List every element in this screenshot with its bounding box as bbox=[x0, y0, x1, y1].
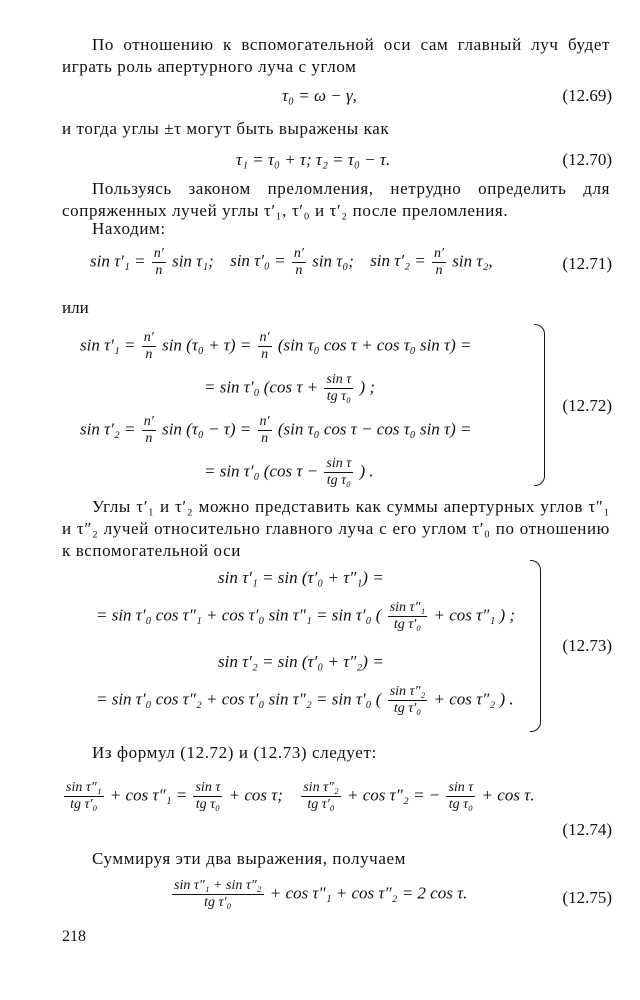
fraction-n-ratio: $\frac{n'}{n}$ bbox=[293, 246, 304, 278]
paragraph-8: Суммируя эти два выражения, получаем bbox=[92, 849, 406, 868]
right-brace-12-73 bbox=[530, 560, 541, 732]
equation-12-71 bbox=[90, 246, 493, 279]
eq71-part1: sin τ′₁ = bbox=[90, 251, 146, 271]
fraction-sin-tau1-over-tg: $\frac{\text{sin τ″₁}}{\text{tg τ′₀}}$ bbox=[66, 780, 102, 812]
fraction-sum-over-tg: $\frac{\text{sin τ″₁ + sin τ″₂}}{\text{tg τ′₀}}$ bbox=[174, 878, 262, 910]
paragraph-2: и тогда углы ±τ могут быть выражены как bbox=[62, 119, 390, 138]
paragraph-4: Находим: bbox=[92, 219, 166, 238]
equation-number-12-73: (12.73) bbox=[562, 636, 612, 655]
equation-12-75: $\frac{\text{sin τ″₁ + sin τ″₂}}{\text{tg τ′₀}}$ + cos τ″₁ + cos τ″₂ = 2 cos τ. bbox=[174, 878, 468, 910]
equation-number-12-71: (12.71) bbox=[562, 254, 612, 273]
fraction-sin-tau2-over-tg: $\frac{\text{sin τ″₂}}{\text{tg τ′₀}}$ bbox=[389, 684, 426, 716]
equation-12-72-line-4: = sin τ′₀ (cos τ − $\frac{\text{sin τ}}{\text{tg τ₀}}$ ) . bbox=[204, 456, 374, 488]
fraction-n-ratio: $\frac{n'}{n}$ bbox=[153, 246, 164, 278]
equation-12-73-line-3: sin τ′₂ = sin (τ′₀ + τ″₂) = bbox=[218, 652, 384, 671]
paragraph-1: По отношению к вспомогательной оси сам главный луч будет играть роль апертурного луча с углом bbox=[62, 35, 610, 76]
equation-12-70: τ₁ = τ₀ + τ; τ₂ = τ₀ − τ. bbox=[236, 150, 391, 169]
equation-number-12-75: (12.75) bbox=[562, 888, 612, 907]
right-brace-12-72 bbox=[534, 324, 545, 486]
equation-number-12-72: (12.72) bbox=[562, 396, 612, 415]
paragraph-5: или bbox=[62, 298, 89, 317]
fraction-sin-tau-over-tg: $\frac{\text{sin τ}}{\text{tg τ₀}}$ bbox=[448, 780, 474, 812]
fraction-n-ratio: $\frac{n'}{n}$ bbox=[143, 414, 154, 446]
fraction-sin-tau-over-tg: $\frac{\text{sin τ}}{\text{tg τ₀}}$ bbox=[195, 780, 221, 812]
equation-12-72-line-3: sin τ′₂ = $\frac{n'}{n}$ sin (τ₀ − τ) = $\frac{n'}{n}$ (sin τ₀ cos τ − cos τ₀ sin τ) = bbox=[80, 414, 472, 446]
fraction-n-ratio: $\frac{n'}{n}$ bbox=[143, 330, 154, 362]
equation-number-12-70: (12.70) bbox=[562, 150, 612, 169]
eq71-part2: sin τ₁; bbox=[172, 251, 214, 271]
fraction-n-ratio: $\frac{n'}{n}$ bbox=[259, 330, 270, 362]
equation-12-72-line-2: = sin τ′₀ (cos τ + $\frac{\text{sin τ}}{\text{tg τ₀}}$ ) ; bbox=[204, 372, 376, 404]
fraction-n-ratio: $\frac{n'}{n}$ bbox=[259, 414, 270, 446]
fraction-sin-tau2-over-tg: $\frac{\text{sin τ″₂}}{\text{tg τ′₀}}$ bbox=[303, 780, 339, 812]
equation-12-69: τ₀ = ω − γ, bbox=[282, 86, 357, 105]
paragraph-7: Из формул (12.72) и (12.73) следует: bbox=[92, 743, 377, 762]
eq71-part4: sin τ₀; bbox=[312, 251, 354, 271]
fraction-sin-tau1-over-tg: $\frac{\text{sin τ″₁}}{\text{tg τ′₀}}$ bbox=[389, 600, 426, 632]
eq71-part3: sin τ′₀ = bbox=[230, 251, 286, 271]
equation-12-72-line-1: sin τ′₁ = $\frac{n'}{n}$ sin (τ₀ + τ) = $\frac{n'}{n}$ (sin τ₀ cos τ + cos τ₀ sin τ) = bbox=[80, 330, 472, 362]
page-number: 218 bbox=[62, 928, 86, 945]
fraction-sin-tau-over-tg: $\frac{\text{sin τ}}{\text{tg τ₀}}$ bbox=[326, 456, 352, 488]
equation-number-12-74: (12.74) bbox=[562, 820, 612, 839]
fraction-sin-tau-over-tg: $\frac{\text{sin τ}}{\text{tg τ₀}}$ bbox=[326, 372, 352, 404]
equation-12-73-line-4: = sin τ′₀ cos τ″₂ + cos τ′₀ sin τ″₂ = sin τ′₀ ( $\frac{\text{sin τ″₂}}{\text{tg τ′₀}}$ + cos τ″₂ ) . bbox=[96, 684, 514, 716]
eq71-part6: sin τ₂, bbox=[452, 251, 493, 271]
paragraph-3: Пользуясь законом преломления, нетрудно определить для сопряженных лучей углы τ′₁, τ′₀ и τ′₂ после преломления. bbox=[62, 179, 610, 220]
paragraph-6: Углы τ′₁ и τ′₂ можно представить как суммы апертурных углов τ″₁ и τ″₂ лучей относительно главного луча с его углом τ′₀ по отношению к вспомогательной оси bbox=[62, 497, 610, 560]
equation-12-73-line-1: sin τ′₁ = sin (τ′₀ + τ″₁) = bbox=[218, 568, 384, 587]
fraction-n-ratio: $\frac{n'}{n}$ bbox=[433, 246, 445, 278]
equation-12-74: $\frac{\text{sin τ″₁}}{\text{tg τ′₀}}$ + cos τ″₁ = $\frac{\text{sin τ}}{\text{tg τ₀}}$ + cos τ; $\frac{\text{sin τ″₂}}{\text{tg τ′₀}}$ + cos τ″₂ = − $\frac{\text{sin τ}}{\text{tg τ₀}}$ + cos τ. bbox=[66, 780, 535, 812]
eq71-part5: sin τ′₂ = bbox=[370, 251, 426, 271]
equation-12-73-line-2: = sin τ′₀ cos τ″₁ + cos τ′₀ sin τ″₁ = sin τ′₀ ( $\frac{\text{sin τ″₁}}{\text{tg τ′₀}}$ + cos τ″₁ ) ; bbox=[96, 600, 516, 632]
equation-number-12-69: (12.69) bbox=[562, 86, 612, 105]
